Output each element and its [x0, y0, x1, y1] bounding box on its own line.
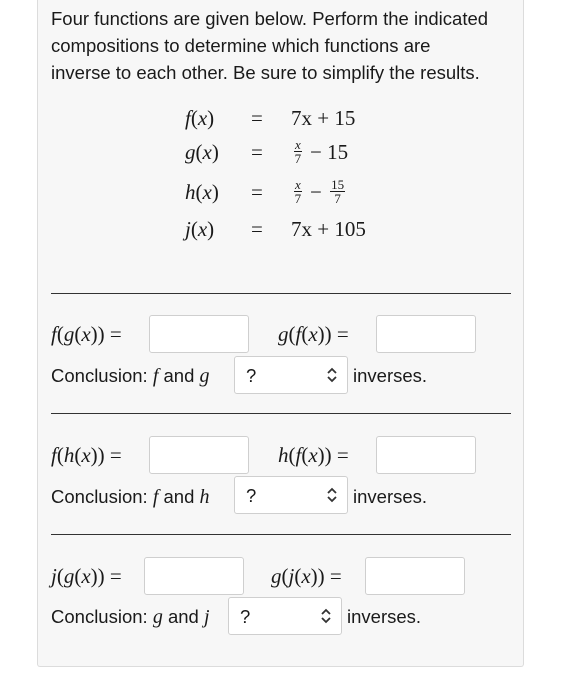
function-var: f [152, 365, 159, 387]
fraction-denominator: 7 [294, 190, 302, 206]
intro-line: inverse to each other. Be sure to simplify the results. [51, 62, 480, 83]
conclusion-prefix: Conclusion: [51, 365, 148, 386]
select-value: ? [246, 365, 257, 386]
composition-label-gj: g(j(x)) = [271, 564, 342, 588]
fraction [330, 178, 345, 205]
equation-lhs-g: g(x) [185, 140, 219, 164]
section-divider [51, 534, 511, 535]
function-var: g [152, 606, 163, 628]
composition-label-fh: f(h(x)) = [51, 443, 122, 467]
composition-label-jg: j(g(x)) = [51, 564, 122, 588]
equation-lhs-f: f(x) [185, 106, 215, 130]
function-var: j [203, 606, 210, 628]
conclusion-row [51, 486, 210, 509]
fraction-numerator: 15 [331, 176, 345, 192]
updown-chevron-icon [326, 366, 338, 384]
equals-sign: = [251, 217, 263, 241]
function-var: f [152, 486, 159, 508]
equation-rhs-g [291, 136, 349, 168]
section-divider [51, 293, 511, 294]
fraction-numerator: x [295, 136, 301, 152]
updown-chevron-icon [326, 486, 338, 504]
answer-input-hf[interactable] [376, 436, 476, 474]
answer-input-fg[interactable] [149, 315, 249, 353]
inverses-label: inverses. [347, 606, 422, 627]
and-text: and [163, 486, 195, 507]
equals-sign: = [251, 140, 263, 164]
equation-rhs-h [291, 176, 348, 208]
conclusion-row [51, 606, 210, 629]
and-text: and [163, 365, 195, 386]
function-var: g [199, 365, 210, 387]
updown-chevron-icon [320, 607, 332, 625]
equation-tail: − 15 [310, 140, 349, 164]
inverses-label: inverses. [353, 486, 428, 507]
conclusion-row [51, 365, 210, 388]
equation-lhs-j: j(x) [185, 217, 215, 241]
select-value: ? [246, 485, 257, 506]
equals-sign: = [251, 180, 263, 204]
conclusion-prefix: Conclusion: [51, 606, 148, 627]
select-value: ? [240, 606, 251, 627]
inverses-label: inverses. [353, 365, 428, 386]
equation-rhs-f: 7x + 15 [291, 106, 356, 130]
fraction-numerator: x [295, 176, 301, 192]
equation-lhs-h: h(x) [185, 180, 219, 204]
conclusion-select[interactable] [234, 356, 348, 394]
function-var: h [199, 486, 210, 508]
fraction [294, 138, 302, 165]
conclusion-select[interactable] [228, 597, 342, 635]
answer-input-fh[interactable] [149, 436, 249, 474]
intro-line: compositions to determine which functions are [51, 35, 431, 56]
fraction-denominator: 7 [294, 150, 302, 166]
answer-input-gf[interactable] [376, 315, 476, 353]
composition-label-fg: f(g(x)) = [51, 322, 122, 346]
composition-label-gf: g(f(x)) = [278, 322, 349, 346]
intro-line: Four functions are given below. Perform the indicated [51, 8, 489, 29]
minus-sign: − [310, 180, 322, 204]
equals-sign: = [251, 106, 263, 130]
conclusion-select[interactable] [234, 476, 348, 514]
composition-label-hf: h(f(x)) = [278, 443, 349, 467]
equation-rhs-j: 7x + 105 [291, 217, 366, 241]
fraction [294, 178, 302, 205]
question-intro [51, 5, 516, 86]
answer-input-gj[interactable] [365, 557, 465, 595]
answer-input-jg[interactable] [144, 557, 244, 595]
fraction-denominator: 7 [334, 190, 341, 206]
conclusion-prefix: Conclusion: [51, 486, 148, 507]
section-divider [51, 413, 511, 414]
and-text: and [167, 606, 199, 627]
